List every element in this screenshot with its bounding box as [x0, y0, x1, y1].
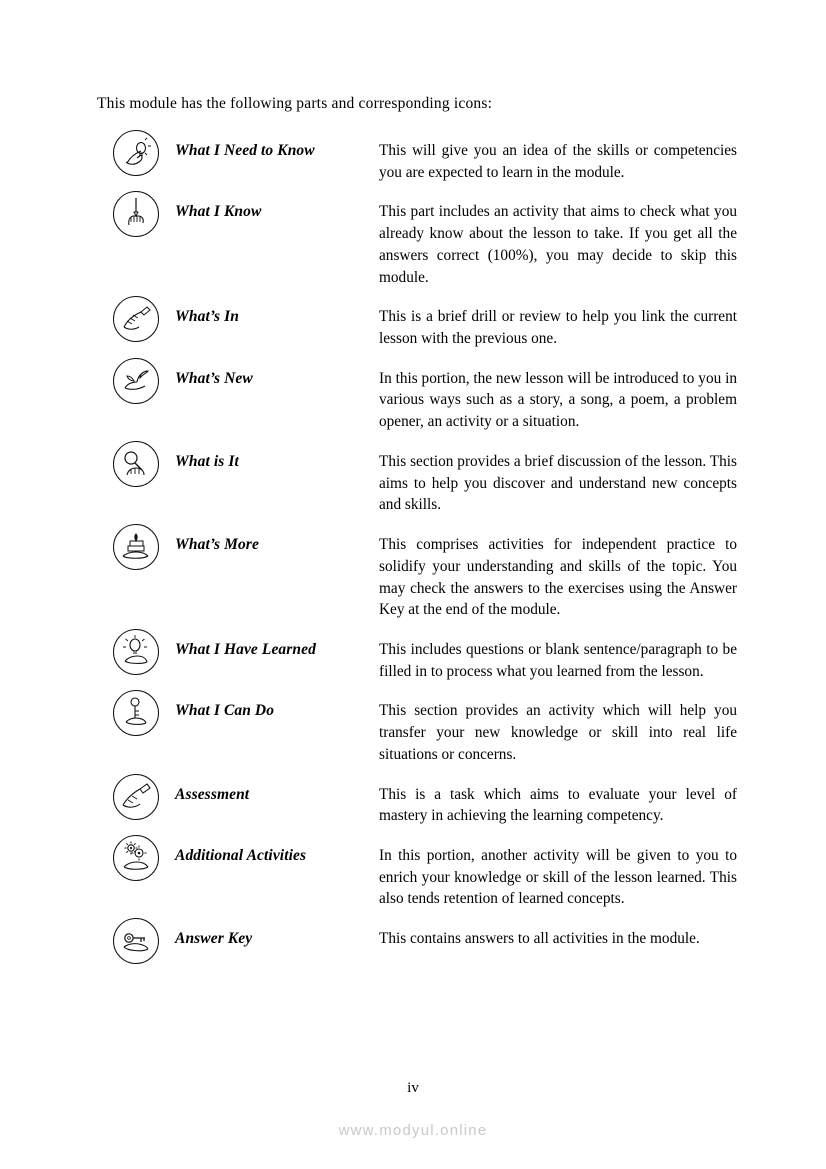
icon-cell [97, 627, 175, 675]
hand-writing-icon [113, 296, 159, 342]
part-description: This contains answers to all activities in the module. [379, 930, 700, 948]
intro-text: This module has the following parts and corresponding icons: [97, 95, 493, 112]
hand-holding-magnifier-icon [113, 441, 159, 487]
list-item [97, 128, 737, 183]
part-label: What I Have Learned [175, 640, 316, 658]
part-description: This section provides a brief discussion of the lesson. This aims to help you discover and understand new concepts and skills. [379, 452, 737, 514]
part-label: What’s New [175, 369, 253, 387]
list-item [97, 294, 737, 349]
part-description: This part includes an activity that aims to check what you already know about the lesson to take. If you get all the answers correct (100%), you may decide to skip this module. [379, 203, 737, 286]
part-label: What’s In [175, 308, 239, 326]
list-item [97, 688, 737, 765]
icon-cell [97, 522, 175, 570]
part-description: This includes questions or blank sentence/paragraph to be filled in to process what you learned from the lesson. [379, 640, 737, 680]
module-parts-list [97, 128, 737, 970]
icon-cell [97, 833, 175, 881]
list-item [97, 439, 737, 516]
icon-cell [97, 356, 175, 404]
list-item [97, 356, 737, 433]
part-label: What’s More [175, 536, 259, 554]
hand-holding-pencil-icon [113, 191, 159, 237]
part-description: This is a task which aims to evaluate your level of mastery in achieving the learning competency. [379, 785, 737, 825]
list-item [97, 772, 737, 827]
part-description: This comprises activities for independent practice to solidify your understanding and skills of the topic. You may check the answers to the exercises using the Answer Key at the end of the module. [379, 536, 737, 619]
hand-writing-test-icon [113, 774, 159, 820]
hand-holding-lightbulb-icon [113, 130, 159, 176]
part-label: Assessment [175, 785, 250, 803]
icon-cell [97, 128, 175, 176]
icon-cell [97, 916, 175, 964]
icon-cell [97, 439, 175, 487]
part-label: What I Need to Know [175, 142, 315, 159]
page-number: iv [407, 1080, 419, 1096]
part-label: What is It [175, 452, 239, 470]
list-item [97, 916, 737, 964]
list-item [97, 627, 737, 682]
part-description: In this portion, the new lesson will be introduced to you in various ways such as a story, a song, a poem, a problem opener, an activity or a situation. [379, 369, 737, 431]
hand-holding-books-icon [113, 524, 159, 570]
list-item [97, 189, 737, 288]
part-description: This section provides an activity which will help you transfer your new knowledge or skill into real life situations or concerns. [379, 702, 737, 763]
part-description: This is a brief drill or review to help you link the current lesson with the previous one. [379, 308, 737, 348]
part-description: This will give you an idea of the skills or competencies you are expected to learn in the module. [379, 142, 737, 181]
hand-holding-key-icon [113, 690, 159, 736]
icon-cell [97, 294, 175, 342]
hand-holding-gears-icon [113, 835, 159, 881]
part-label: What I Know [175, 203, 262, 221]
list-item [97, 833, 737, 910]
part-description: In this portion, another activity will be given to you to enrich your knowledge or skill of the lesson learned. This also tends retention of learned concepts. [379, 846, 737, 908]
part-label: Additional Activities [175, 846, 307, 864]
watermark: www.modyul.online [338, 1122, 488, 1139]
list-item [97, 522, 737, 621]
hand-holding-plant-icon [113, 358, 159, 404]
icon-cell [97, 688, 175, 736]
hand-holding-key-answer-icon [113, 918, 159, 964]
hand-holding-bulb-idea-icon [113, 629, 159, 675]
icon-cell [97, 189, 175, 237]
part-label: Answer Key [175, 930, 253, 948]
icon-cell [97, 772, 175, 820]
part-label: What I Can Do [175, 702, 275, 720]
